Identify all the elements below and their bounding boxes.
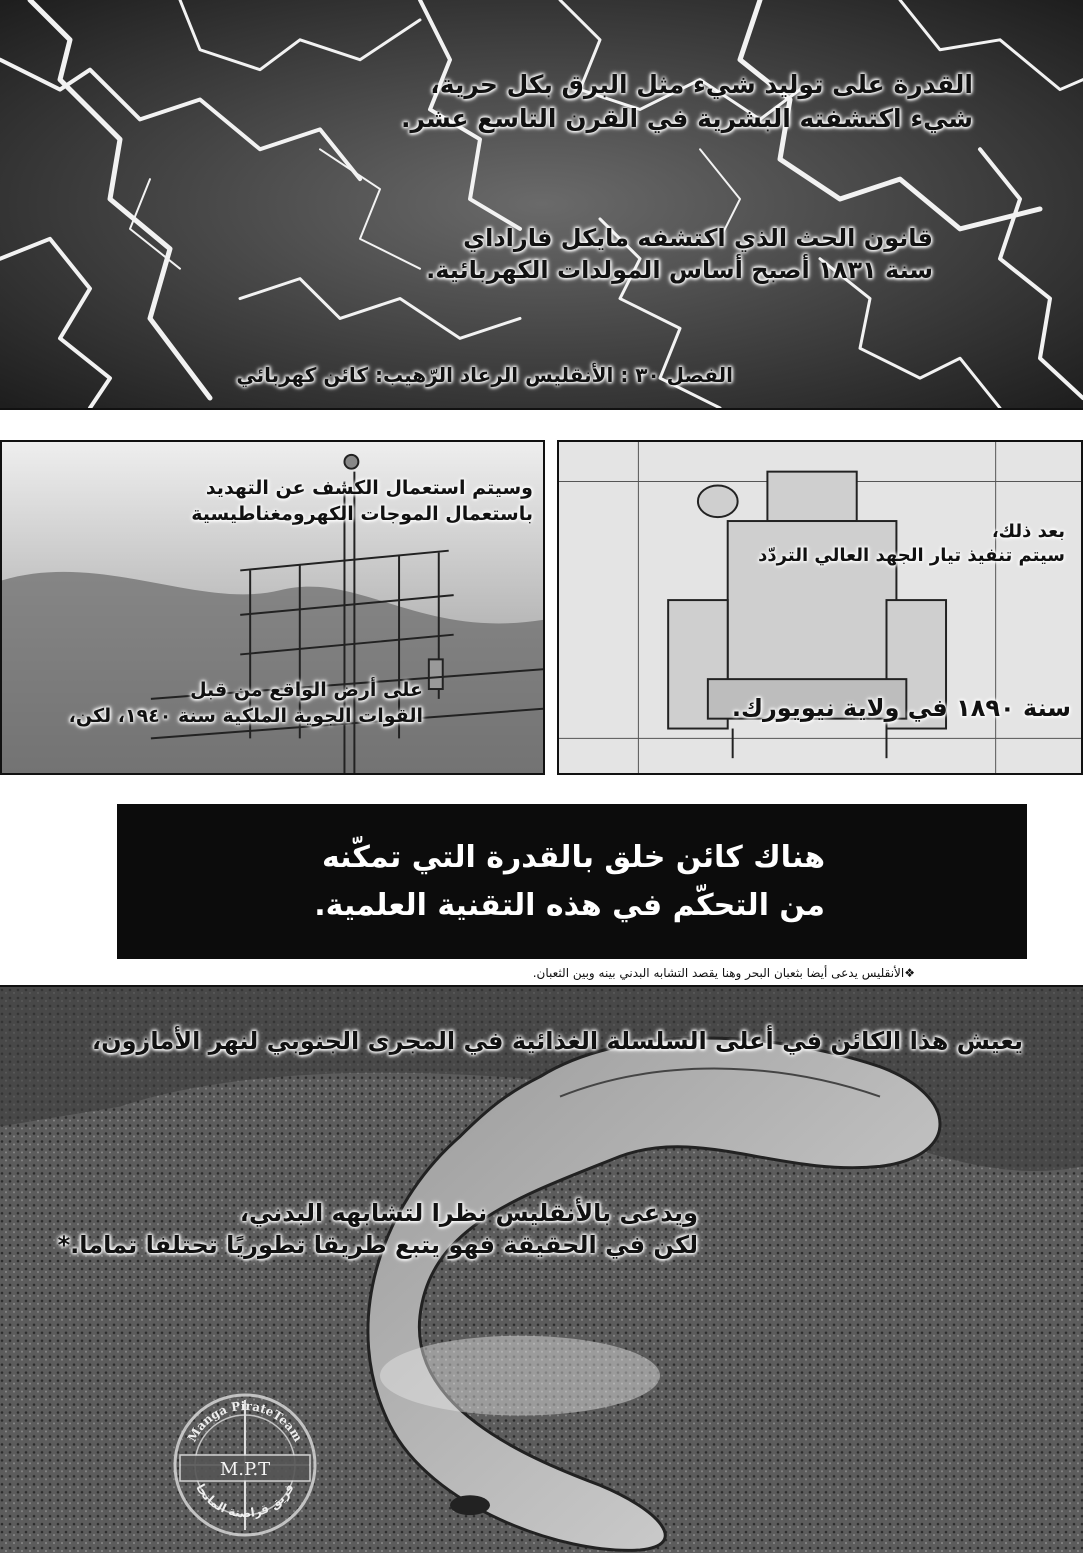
caption-chair-bottom: سنة ١٨٩٠ في ولاية نيويورك.: [731, 694, 1071, 722]
caption-faraday: قانون الحث الذي اكتشفه مايكل فاراداي سنة ١٨٣١ أصبح أساس المولدات الكهربائية.: [426, 224, 933, 285]
caption-narration: هناك كائن خلق بالقدرة التي تمكّنه من التحكّم في هذه التقنية العلمية.: [314, 840, 825, 923]
caption-radar-bottom: على أرض الواقع من قبل القوات الجوية الملكية سنة ١٩٤٠، لكن،: [68, 679, 423, 727]
panel-electric-chair: [557, 440, 1083, 775]
caption-eel-mid: ويدعى بالأنقليس نظرا لتشابهه البدني، لكن في الحقيقة فهو يتبع طريقا تطوريًا تحتلفا تماما.*: [57, 1199, 698, 1260]
footnote: ❖الأنقليس يدعى أيضا بثعبان البحر وهنا يقصد التشابه البدني بينه وبين الثعبان.: [532, 966, 915, 980]
caption-chair-top: بعد ذلك، سيتم تنفيذ تيار الجهد العالي التردّد: [758, 521, 1065, 567]
panel-lightning: [0, 0, 1083, 410]
badge-bottom-text: فريق قراصنة المانجا: [193, 1481, 297, 1521]
scanlator-badge: [165, 1385, 325, 1545]
panel-narration-black: [117, 804, 1027, 959]
electric-eel-art: [0, 987, 1083, 1553]
chapter-title: الفصل ٣٠ : الأنقليس الرعاد الرّهيب: كائن كهربائي: [236, 363, 733, 387]
badge-emblem: [165, 1385, 325, 1545]
panel-radar: [0, 440, 545, 775]
caption-lightning: القدرة على توليد شيء مثل البرق بكل حرية، شيء اكتشفته البشرية في القرن التاسع عشر.: [401, 70, 973, 133]
panel-electric-eel: [0, 985, 1083, 1553]
lightning-art: [0, 0, 1083, 408]
caption-radar-top: وسيتم استعمال الكشف عن التهديد باستعمال الموجات الكهرومغناطيسية: [191, 477, 533, 525]
badge-ring-text: Manga PirateTeam: [184, 1398, 306, 1445]
caption-eel-top: يعيش هذا الكائن في أعلى السلسلة الغذائية في المجرى الجنوبي لنهر الأمازون،: [91, 1027, 1023, 1055]
badge-initials: M.P.T: [219, 1459, 271, 1480]
